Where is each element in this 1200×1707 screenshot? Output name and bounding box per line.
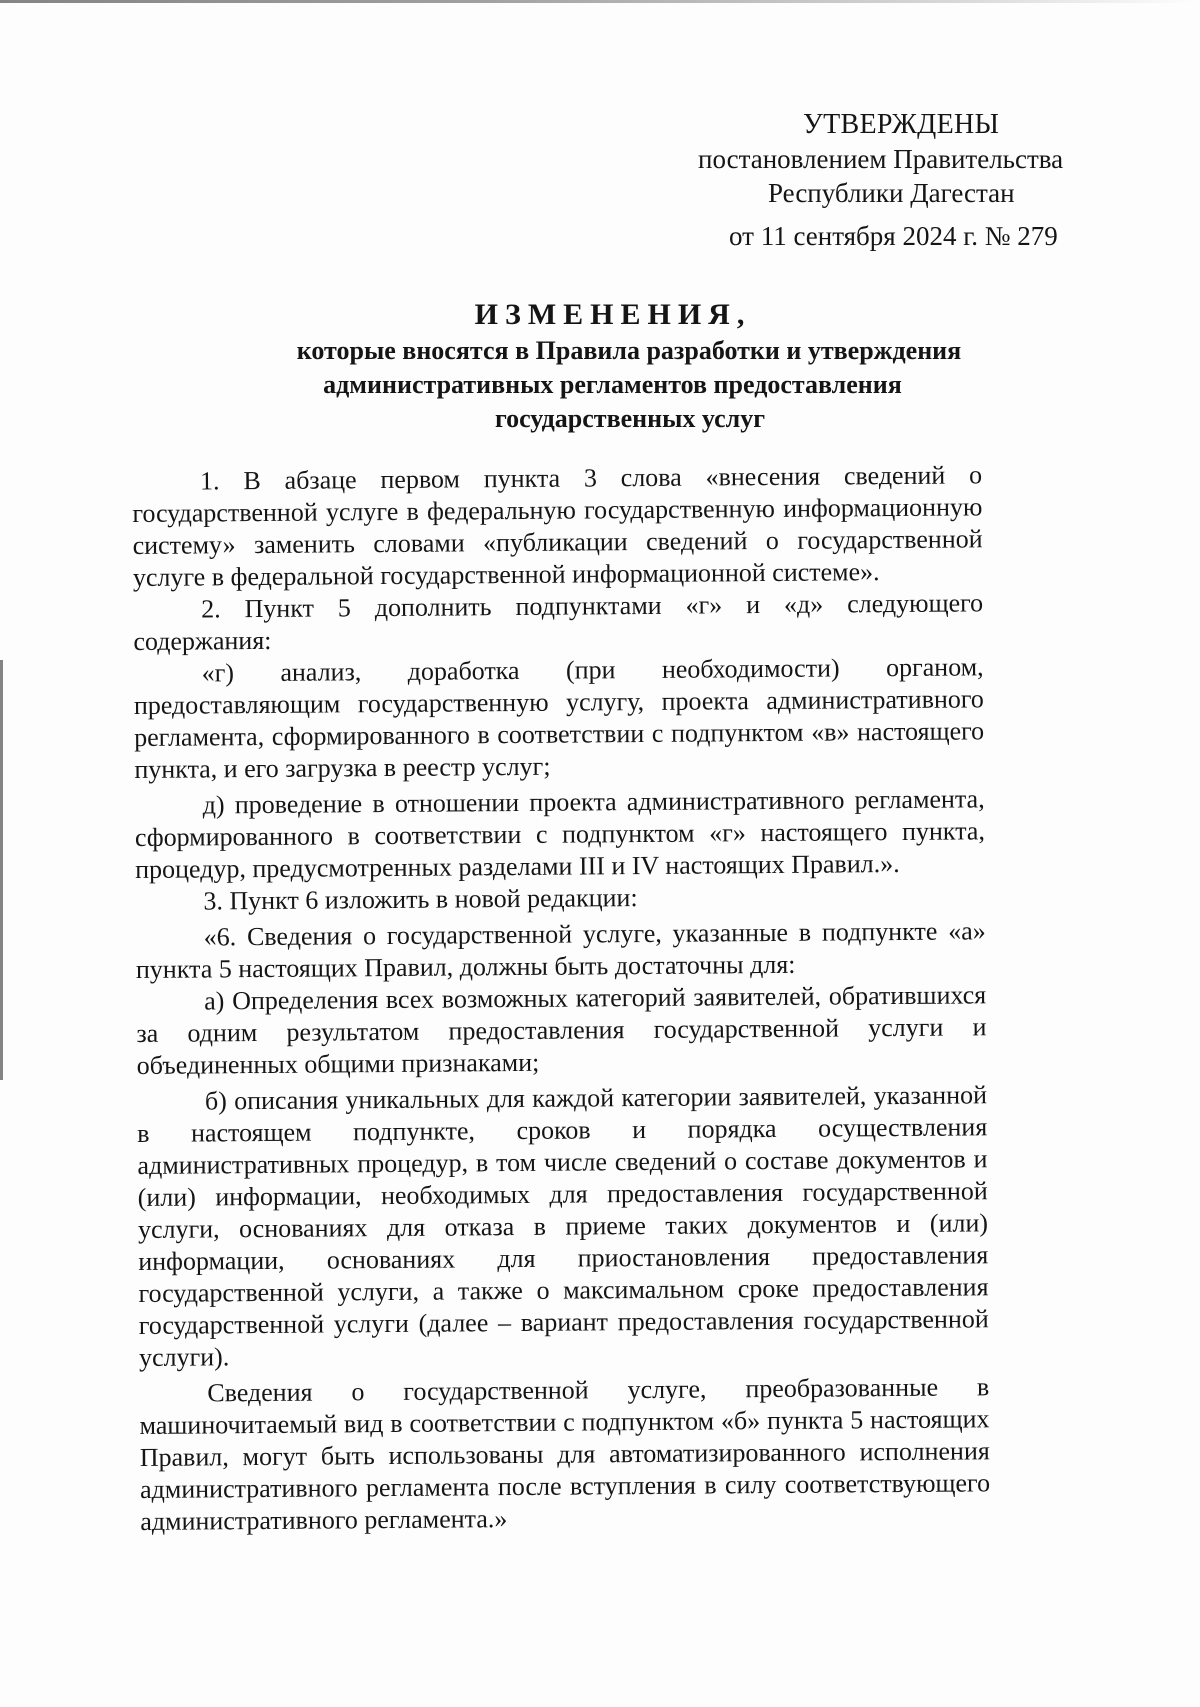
paragraph: а) Определения всех возможных категорий заявителей, обратившихся за одним результатом предоставления государственной услуги и объединенных общими признаками; — [136, 980, 987, 1080]
approval-date: от 11 сентября 2024 г. № 279 — [729, 221, 1058, 251]
paragraph: 2. Пункт 5 дополнить подпунктами «г» и «д» следующего содержания: — [133, 588, 984, 656]
approval-block — [640, 108, 1090, 253]
paragraph: б) описания уникальных для каждой категории заявителей, указанной в настоящем подпункте, сроков и порядка осуществления административных процедур, в том числе сведений о составе документов и (или) информации, необходимых для предоставления государственной услуги, основаниях для отказа в приеме таких документов и (или) информации, основаниях для приостановления предоставления государственной услуги, а также о максимальном сроке предоставления государственной услуги (далее – вариант предоставления государственной услуги). — [137, 1080, 989, 1372]
scan-edge-left — [0, 660, 3, 1080]
approval-title: УТВЕРЖДЕНЫ — [803, 109, 1000, 140]
approval-line-2: Республики Дагестан — [768, 178, 1015, 208]
paragraph: 1. В абзаце первом пункта 3 слова «внесения сведений о государственной услуге в федеральную государственную информационную систему» заменить словами «публикации сведений о государственной услуге в федеральной государственной информационной системе». — [132, 460, 983, 592]
paragraph: Сведения о государственной услуге, преобразованные в машиночитаемый вид в соответствии с подпунктом «б» пункта 5 настоящих Правил, могут быть использованы для автоматизированного исполнения административного регламента после вступления в силу соответствующего административного регламента.» — [139, 1372, 991, 1536]
paragraph: «г) анализ, доработка (при необходимости) органом, предоставляющим государственную услугу, проекта административного регламента, сформированного в соответствии с подпунктом «в» настоящего пункта, и его загрузка в реестр услуг; — [133, 652, 985, 784]
paragraph: д) проведение в отношении проекта административного регламента, сформированного в соответствии с подпунктом «г» настоящего пункта, процедур, предусмотренных разделами III и IV настоящих Правил.». — [134, 784, 986, 884]
document-body — [132, 459, 990, 1538]
title-heading: ИЗМЕНЕНИЯ, — [474, 298, 752, 331]
paragraph: «6. Сведения о государственной услуге, указанные в подпункте «а» пункта 5 настоящих Правил, должны быть достаточны для: — [135, 916, 986, 984]
document-title — [0, 296, 1200, 436]
title-subline-1: которые вносятся в Правила разработки и утверждения — [296, 336, 962, 365]
title-subline-2: административных регламентов предоставления — [323, 370, 902, 399]
paragraph: 3. Пункт 6 изложить в новой редакции: — [203, 883, 638, 916]
scan-edge-top — [0, 0, 1200, 3]
title-subline-3: государственных услуг — [494, 404, 766, 433]
approval-line-1: постановлением Правительства — [698, 144, 1064, 174]
